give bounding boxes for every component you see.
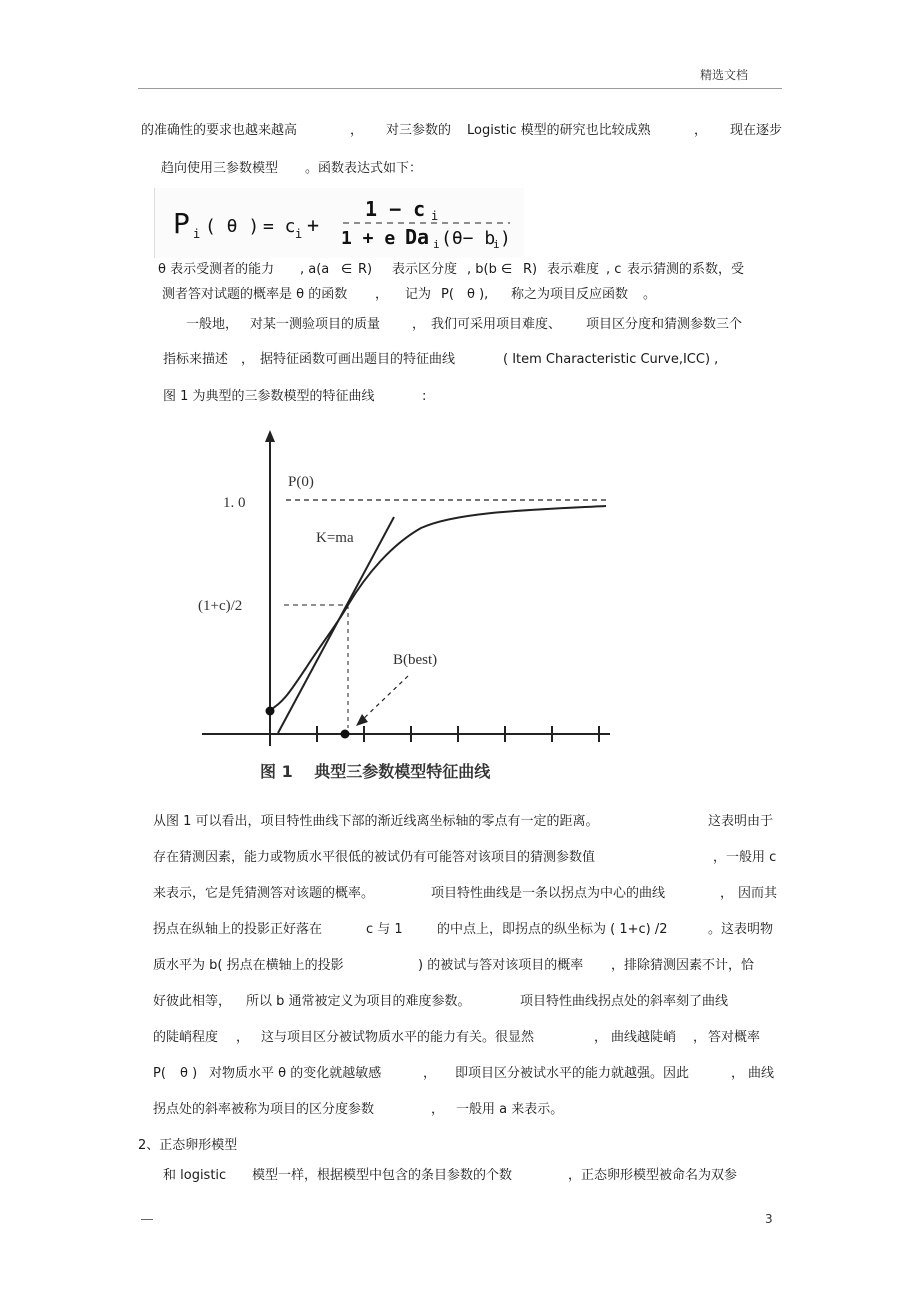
p3-l8-a: P( [153, 1066, 166, 1081]
def-l2-d: P( [441, 287, 454, 302]
def-l1-d: R) [358, 262, 373, 277]
y-axis-arrow [265, 430, 275, 442]
p2-l1-e: 项目区分度和猜测参数三个 [586, 317, 743, 332]
p2-l1-a: 一般地， [186, 317, 239, 332]
p1-l2-b: 。函数表达式如下： [305, 161, 423, 176]
p3-l9-c: 一般用 a 来表示。 [456, 1102, 564, 1117]
tick-top: 1. 0 [223, 495, 246, 511]
p3-l6-b: 所以 b 通常被定义为项目的难度参数。 [246, 994, 471, 1009]
def-l2-g: 。 [643, 287, 657, 302]
figure-caption: 图 1 典型三参数模型特征曲线 [260, 762, 491, 781]
formula-exp-sub: i [433, 238, 440, 251]
p3-l7-g: 答对概率 [708, 1030, 761, 1045]
p3-l7-b: ， [236, 1030, 250, 1045]
def-l1-h: 表示难度 [547, 262, 600, 277]
p3-l4-d: 。这表明物 [708, 922, 774, 937]
footer-dash [141, 1219, 153, 1220]
formula-exp-rest: (θ− b [441, 228, 496, 249]
p3-l8-f: ， [731, 1066, 745, 1081]
p3-l8-e: 即项目区分被试水平的能力就越强。因此 [455, 1066, 690, 1081]
formula-c-sub: i [295, 227, 303, 241]
p3-l3-d: 因而其 [738, 886, 778, 901]
formula-equals-c: = c [263, 216, 296, 237]
def-l2-a: 测者答对试题的概率是 θ 的函数 [162, 287, 348, 302]
p2-l1-c: ， [412, 317, 426, 332]
def-l1-i: , c [606, 262, 622, 277]
def-l1-j: 表示猜测的系数，受 [627, 262, 745, 277]
p1-l1-c: 对三参数的 [386, 123, 452, 138]
ylabel: P(0) [288, 474, 314, 490]
p3-l7-f: ， [693, 1030, 707, 1045]
section-heading: 2、正态卵形模型 [138, 1138, 238, 1153]
p3-l5-b: ) 的被试与答对该项目的概率 [418, 958, 584, 973]
p3-l3-c: ， [720, 886, 734, 901]
formula-exp-close: ) [500, 228, 511, 249]
formula-svg [155, 188, 524, 258]
p3-l7-e: 曲线越陡峭 [611, 1030, 677, 1045]
p3-l1-a: 从图 1 可以看出，项目特性曲线下部的渐近线离坐标轴的零点有一定的距离。 [153, 814, 599, 829]
def-l2-c: 记为 [405, 287, 432, 302]
formula-lhs: P [173, 207, 190, 240]
c-intercept-dot [266, 707, 275, 716]
p1-l1-f: 现在逐步 [730, 123, 783, 138]
p3-l2-a: 存在猜测因素，能力或物质水平很低的被试仍有可能答对该项目的猜测参数值 [153, 850, 596, 865]
formula-plus: + [307, 213, 320, 237]
pointer-line [360, 676, 408, 722]
p3-l6-a: 好彼此相等， [153, 994, 232, 1009]
formula-numerator: 1 − c [365, 197, 426, 221]
p3-l7-a: 的陡峭程度 [153, 1030, 219, 1045]
p3-l4-c: 的中点上，即拐点的纵坐标为 ( 1+c) /2 [437, 922, 668, 937]
p3-l5-c: ，排除猜测因素不计，恰 [611, 958, 755, 973]
p2-l2-c: 据特征函数可画出题目的特征曲线 [260, 352, 456, 367]
page-number: 3 [765, 1212, 773, 1226]
p3-l1-b: 这表明由于 [708, 814, 774, 829]
p3-l5-a: 质水平为 b( 拐点在横轴上的投影 [153, 958, 344, 973]
formula-den-one: 1 + e [341, 228, 396, 249]
tick-mid: (1+c)/2 [198, 598, 243, 614]
p3-l3-a: 来表示，它是凭猜测答对该题的概率。 [153, 886, 375, 901]
def-l2-f: 称之为项目反应函数 [511, 287, 629, 302]
formula-exp-sub2: i [493, 238, 500, 251]
point-label: B(best) [393, 652, 438, 668]
p2-l2-a: 指标来描述 [163, 352, 229, 367]
p3-l9-a: 拐点处的斜率被称为项目的区分度参数 [153, 1102, 375, 1117]
p2-l3-a: 图 1 为典型的三参数模型的特征曲线 [163, 389, 375, 404]
def-l1-g: R) [523, 262, 538, 277]
formula-den-exp: Da [405, 225, 430, 249]
p3-l8-d: ， [423, 1066, 437, 1081]
def-l1-a: θ 表示受测者的能力 [158, 262, 275, 277]
p1-l1-b: ， [350, 123, 364, 138]
p2-l2-b: ， [241, 352, 255, 367]
p2-l2-d: ( Item Characteristic Curve,ICC) , [503, 352, 719, 367]
formula-num-sub: i [431, 209, 439, 223]
figure-1 [196, 428, 616, 792]
p3-l7-d: ， [594, 1030, 608, 1045]
p3-l8-c: 对物质水平 θ 的变化就越敏感 [209, 1066, 382, 1081]
p3-l3-b: 项目特性曲线是一条以拐点为中心的曲线 [431, 886, 666, 901]
p3-l4-b: c 与 1 [366, 922, 403, 937]
p2-l1-b: 对某一测验项目的质量 [250, 317, 381, 332]
def-l2-b: ， [375, 287, 389, 302]
p1-l2-a: 趋向使用三参数模型 [161, 161, 279, 176]
s2-l1-b: 模型一样，根据模型中包含的条目参数的个数 [252, 1168, 513, 1183]
p3-l7-c: 这与项目区分被试物质水平的能力有关。很显然 [261, 1030, 535, 1045]
b-point-dot [341, 730, 350, 739]
p3-l8-b: θ ) [180, 1066, 198, 1081]
header-label: 精选文档 [700, 68, 749, 82]
p3-l2-b: ，一般用 c [713, 850, 777, 865]
formula-theta: ( θ ) [205, 216, 260, 237]
s2-l1-a: 和 logistic [163, 1168, 227, 1183]
formula-image [154, 188, 524, 258]
p3-l6-c: 项目特性曲线拐点处的斜率刻了曲线 [520, 994, 729, 1009]
def-l1-b: , a(a [300, 262, 330, 277]
def-l2-e: θ ), [467, 287, 489, 302]
formula-lhs-sub: i [193, 227, 201, 241]
p1-l1-a: 的准确性的要求也越来越高 [141, 123, 298, 138]
p1-l1-d: Logistic 模型的研究也比较成熟 [467, 123, 651, 138]
p2-l1-d: 我们可采用项目难度、 [431, 317, 562, 332]
p3-l4-a: 拐点在纵轴上的投影正好落在 [153, 922, 323, 937]
slope-label: K=ma [316, 530, 354, 546]
def-l1-f: , b(b ∈ [467, 262, 513, 277]
icc-chart [196, 428, 616, 788]
p3-l8-g: 曲线 [748, 1066, 775, 1081]
p2-l3-b: : [422, 389, 427, 404]
def-l1-e: 表示区分度 [392, 262, 458, 277]
p1-l1-e: ， [694, 123, 708, 138]
header-rule [138, 88, 782, 89]
def-l1-c: ∈ [341, 262, 353, 277]
s2-l1-c: ，正态卵形模型被命名为双参 [568, 1168, 738, 1183]
p3-l9-b: ， [431, 1102, 445, 1117]
